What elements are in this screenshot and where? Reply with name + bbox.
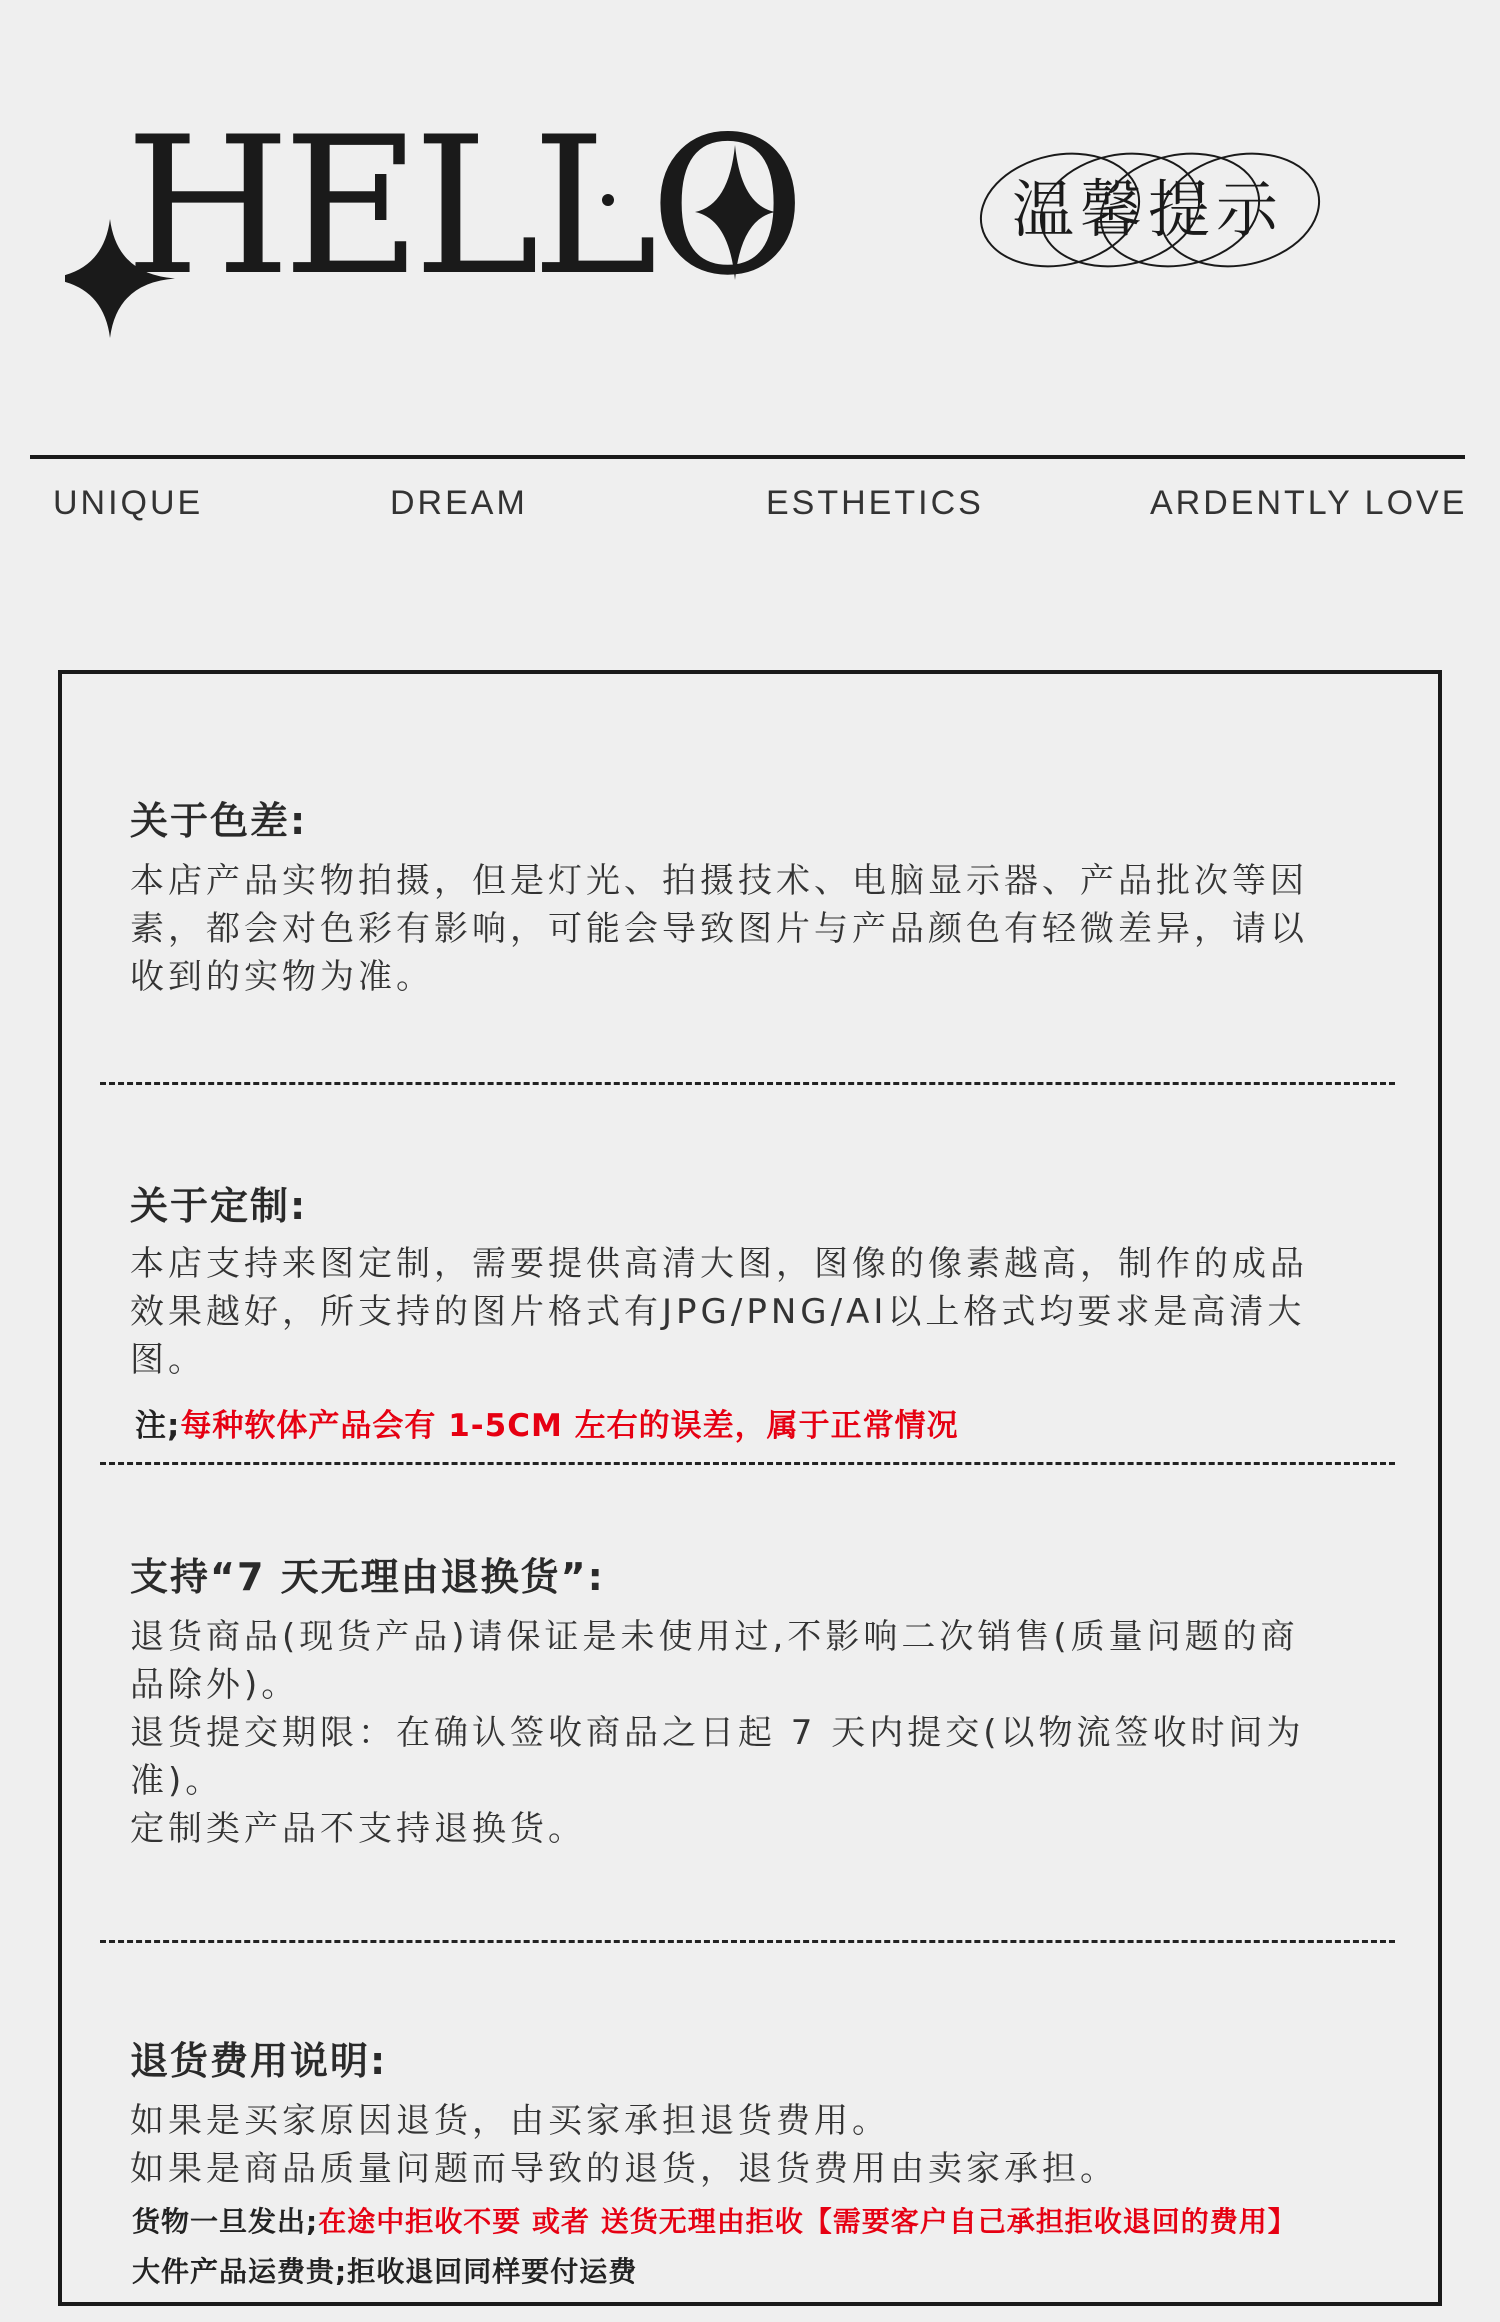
tag-esthetics: ESTHETICS — [766, 484, 984, 522]
tag-ardently-love: ARDENTLY LOVE — [1150, 484, 1468, 522]
header-divider — [30, 455, 1465, 459]
tag-dream: DREAM — [390, 484, 528, 522]
body-line: 图。 — [130, 1340, 206, 1380]
note-warning: 每种软体产品会有 1-5CM 左右的误差，属于正常情况 — [180, 1408, 959, 1444]
body-line: 品除外)。 — [130, 1665, 300, 1705]
body-line: 本店产品实物拍摄，但是灯光、拍摄技术、电脑显示器、产品批次等因 — [130, 861, 1308, 901]
section-body-return-policy — [130, 1613, 1360, 1853]
shipping-note — [132, 2200, 1297, 2240]
section-title-color-difference: 关于色差: — [130, 799, 308, 843]
section-divider — [100, 1462, 1395, 1465]
body-line: 准)。 — [130, 1761, 224, 1801]
body-line: 退货商品(现货产品)请保证是未使用过,不影响二次销售(质量问题的商 — [130, 1617, 1299, 1657]
note-label: 注; — [135, 1408, 181, 1444]
body-line: 效果越好，所支持的图片格式有JPG/PNG/AI以上格式均要求是高清大 — [130, 1292, 1306, 1332]
section-divider — [100, 1082, 1395, 1085]
section-divider — [100, 1940, 1395, 1943]
body-line: 收到的实物为准。 — [130, 957, 434, 997]
body-line: 本店支持来图定制，需要提供高清大图，图像的像素越高，制作的成品 — [130, 1244, 1308, 1284]
body-line: 如果是商品质量问题而导致的退货，退货费用由卖家承担。 — [130, 2149, 1118, 2189]
bulky-item-note: 大件产品运费贵;拒收退回同样要付运费 — [132, 2255, 638, 2288]
section-title-customization: 关于定制: — [130, 1184, 308, 1228]
section-body-customization — [130, 1240, 1360, 1384]
section-body-color-difference — [130, 857, 1360, 1001]
body-line: 如果是买家原因退货，由买家承担退货费用。 — [130, 2101, 890, 2141]
section-title-return-fees: 退货费用说明: — [130, 2039, 388, 2083]
tag-unique: UNIQUE — [53, 484, 204, 522]
note-label: 货物一旦发出; — [132, 2205, 319, 2238]
section-title-return-policy: 支持“7 天无理由退换货”: — [130, 1555, 605, 1599]
stamp-title: 温馨提示 — [1012, 173, 1285, 246]
body-line: 定制类产品不支持退换货。 — [130, 1809, 586, 1849]
body-line: 素，都会对色彩有影响，可能会导致图片与产品颜色有轻微差异，请以 — [130, 909, 1308, 949]
section-body-return-fees — [130, 2097, 1360, 2193]
customization-note — [135, 1400, 959, 1445]
hello-logo-text: HELLO — [125, 96, 798, 317]
body-line: 退货提交期限：在确认签收商品之日起 7 天内提交(以物流签收时间为 — [130, 1713, 1305, 1753]
note-warning: 在途中拒收不要 或者 送货无理由拒收【需要客户自己承担拒收退回的费用】 — [318, 2205, 1297, 2238]
